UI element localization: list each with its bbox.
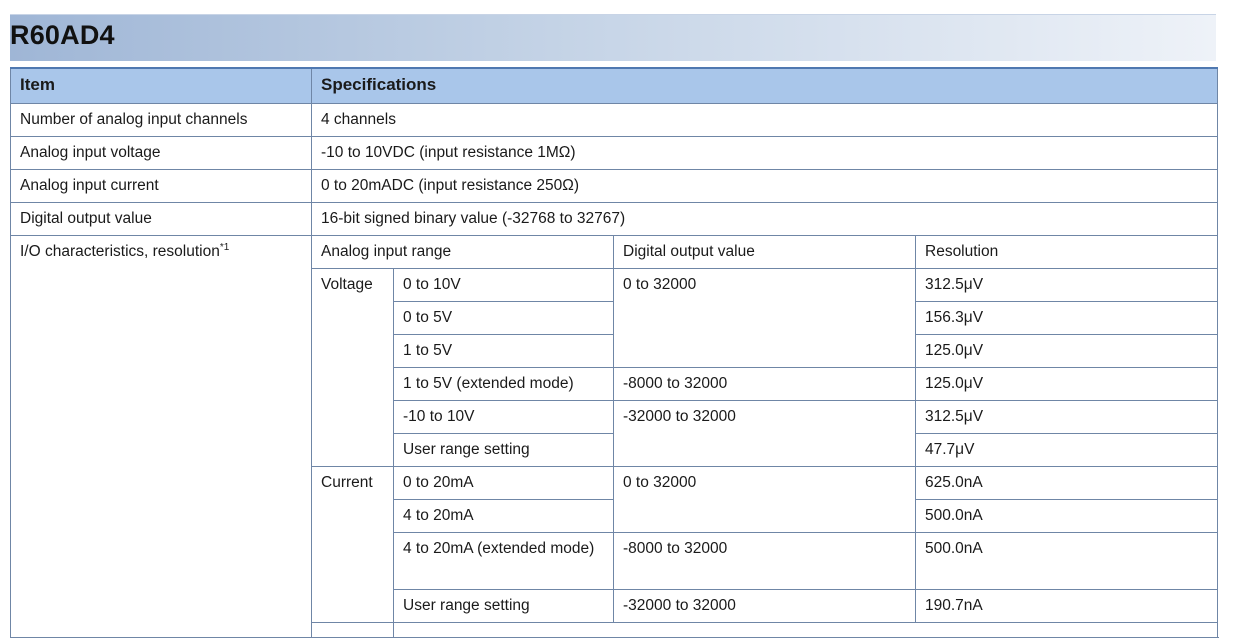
subheader-analog-input-range: Analog input range bbox=[312, 235, 614, 268]
item-cell-empty bbox=[312, 622, 394, 637]
resolution-cell: 500.0nA bbox=[916, 532, 1218, 589]
spec-cell: 16-bit signed binary value (-32768 to 32767) bbox=[312, 202, 1218, 235]
item-cell-io bbox=[11, 235, 312, 637]
range-cell: -10 to 10V bbox=[394, 400, 614, 433]
item-cell: Analog input current bbox=[11, 169, 312, 202]
resolution-cell: 190.7nA bbox=[916, 589, 1218, 622]
subheader-resolution: Resolution bbox=[916, 235, 1218, 268]
resolution-cell: 500.0nA bbox=[916, 499, 1218, 532]
range-cell: 4 to 20mA bbox=[394, 499, 614, 532]
resolution-cell: 625.0nA bbox=[916, 466, 1218, 499]
range-cell: 0 to 20mA bbox=[394, 466, 614, 499]
resolution-cell: 156.3μV bbox=[916, 301, 1218, 334]
range-cell: 0 to 5V bbox=[394, 301, 614, 334]
io-subheader-row bbox=[11, 235, 1218, 268]
resolution-cell: 312.5μV bbox=[916, 400, 1218, 433]
digital-cell: 0 to 32000 bbox=[614, 466, 916, 532]
item-cell: Digital output value bbox=[11, 202, 312, 235]
digital-cell: -8000 to 32000 bbox=[614, 532, 916, 589]
table-header-row bbox=[11, 68, 1218, 103]
header-specifications: Specifications bbox=[312, 68, 1218, 103]
resolution-cell: 47.7μV bbox=[916, 433, 1218, 466]
table-row bbox=[11, 136, 1218, 169]
digital-cell: -32000 to 32000 bbox=[614, 589, 916, 622]
range-cell: 0 to 10V bbox=[394, 268, 614, 301]
resolution-cell: 312.5μV bbox=[916, 268, 1218, 301]
spec-cell: 4 channels bbox=[312, 103, 1218, 136]
spec-cell: -10 to 10VDC (input resistance 1MΩ) bbox=[312, 136, 1218, 169]
resolution-cell: 125.0μV bbox=[916, 334, 1218, 367]
item-cell: Number of analog input channels bbox=[11, 103, 312, 136]
title-bar bbox=[10, 14, 1216, 61]
page-title: R60AD4 bbox=[10, 20, 115, 50]
range-cell: 1 to 5V bbox=[394, 334, 614, 367]
spec-cell-empty bbox=[394, 622, 1218, 637]
resolution-cell: 125.0μV bbox=[916, 367, 1218, 400]
digital-cell: -32000 to 32000 bbox=[614, 400, 916, 466]
table-row bbox=[11, 202, 1218, 235]
digital-cell: -8000 to 32000 bbox=[614, 367, 916, 400]
range-cell: 1 to 5V (extended mode) bbox=[394, 367, 614, 400]
spec-cell: 0 to 20mADC (input resistance 250Ω) bbox=[312, 169, 1218, 202]
current-group-label: Current bbox=[312, 466, 394, 622]
range-cell: User range setting bbox=[394, 433, 614, 466]
header-item: Item bbox=[11, 68, 312, 103]
voltage-group-label: Voltage bbox=[312, 268, 394, 466]
footnote-ref: *1 bbox=[219, 241, 230, 253]
table-row bbox=[11, 169, 1218, 202]
digital-cell: 0 to 32000 bbox=[614, 268, 916, 367]
item-cell: Analog input voltage bbox=[11, 136, 312, 169]
range-cell: 4 to 20mA (extended mode) bbox=[394, 532, 614, 589]
io-item-label: I/O characteristics, resolution bbox=[20, 242, 220, 260]
table-row bbox=[11, 103, 1218, 136]
subheader-digital-output-value: Digital output value bbox=[614, 235, 916, 268]
spec-table bbox=[10, 67, 1218, 638]
range-cell: User range setting bbox=[394, 589, 614, 622]
